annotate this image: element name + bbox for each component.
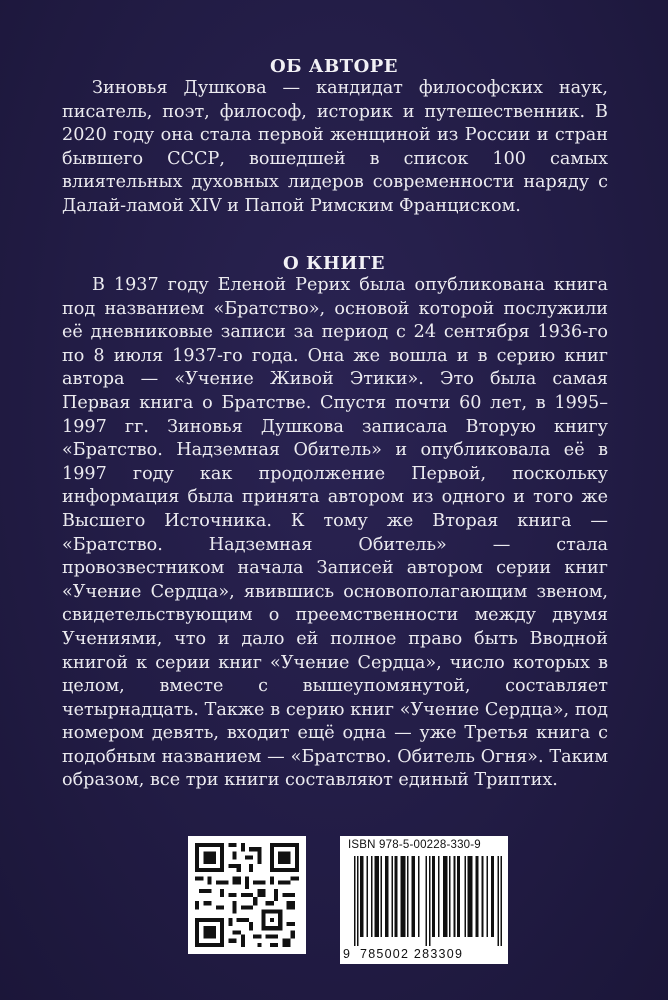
qr-code-icon — [188, 836, 306, 954]
barcode-bars — [354, 856, 502, 946]
ean-first-digit: 9 — [343, 947, 350, 961]
about-book-heading: О КНИГЕ — [283, 253, 385, 274]
ean-digits: 785002 283309 — [360, 947, 464, 961]
barcode-icon — [340, 836, 508, 964]
about-author-section — [62, 77, 608, 219]
isbn-label: ISBN 978-5-00228-330-9 — [348, 839, 481, 851]
qr-code-graphic — [195, 843, 299, 947]
about-book-section — [62, 274, 608, 793]
about-author-text: Зиновья Душкова — кандидат философских наук, писатель, поэт, философ, историк и путешественник. В 2020 году она стала первой женщиной из России и стран бывшего СССР, вошедшей в список 100 самых влиятельных духовных лидеров современности наряду с Далай-ламой XIV и Папой Римским Франциском. — [62, 78, 608, 216]
about-author-heading: ОБ АВТОРЕ — [269, 56, 399, 77]
about-book-text: В 1937 году Еленой Рерих была опубликована книга под названием «Братство», основой которой послужили её дневниковые записи за период с 24 сентября 1936-го по 8 июля 1937-го года. Она же вошла и в серию книг автора — «Учение Живой Этики». Это была самая Первая книга о Братстве. Спустя почти 60 лет, в 1995–1997 гг. Зиновья Душкова записала Вторую книгу «Братство. Надземная Обитель» и опубликовала её в 1997 году как продолжение Первой, поскольку информация была принята автором из одного и того же Высшего Источника. К тому же Вторая книга — «Братство. Надземная Обитель» — стала провозвестником начала Записей автором серии книг «Учение Сердца», явившись основополагающим звеном, свидетельствующим о преемственности между двумя Учениями, что и дало ей полное право быть Вводной книгой к серии книг «Учение Сердца», число которых в целом, вместе с вышеупомянутой, составляет четырнадцать. Также в серию книг «Учение Сердца», под номером девять, входит ещё одна — уже Третья книга с подобным названием — «Братство. Обитель Огня». Таким образом, все три книги составляют единый Триптих. — [62, 275, 608, 791]
